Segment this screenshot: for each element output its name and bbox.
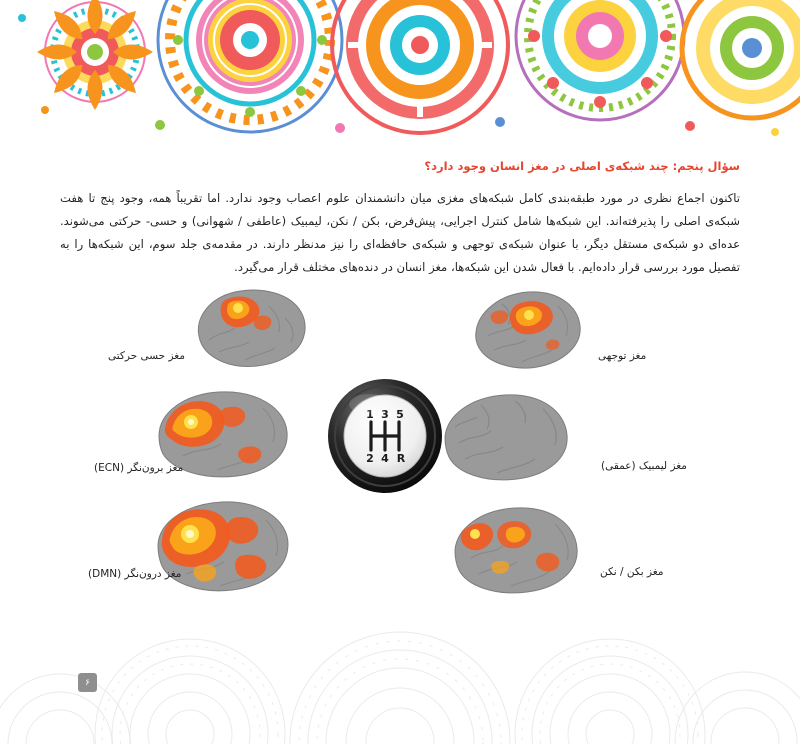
mandala-2 — [158, 0, 342, 132]
mandala-top-svg — [0, 0, 800, 150]
gear-label-4: 4 — [381, 452, 389, 465]
brain-image-go-nogo — [465, 500, 585, 586]
brain-image-ecn — [177, 382, 297, 468]
mandala-bottom-svg — [0, 584, 800, 744]
decorative-mandala-band-bottom — [0, 584, 800, 744]
brain-image-limbic — [455, 387, 575, 473]
gear-label-3: 3 — [381, 408, 389, 421]
article-content — [60, 150, 740, 291]
decorative-mandala-band-top — [0, 0, 800, 150]
label-sensorimotor: مغز حسی حرکتی — [108, 350, 185, 362]
label-dmn: مغز درون‌نگر (DMN) — [88, 568, 182, 580]
gear-shift-knob — [327, 378, 443, 494]
brain-networks-figure — [0, 272, 800, 602]
gear-label-r: R — [396, 452, 406, 465]
gear-label-2: 2 — [366, 452, 374, 465]
brain-image-attention — [470, 282, 590, 368]
label-limbic: مغز لیمبیک (عمقی) — [601, 460, 687, 472]
label-go-nogo: مغز بکن / نکن — [600, 566, 664, 578]
label-attention: مغز توجهی — [598, 350, 647, 362]
mandala-1 — [37, 0, 153, 110]
question-heading: سؤال پنجم: چند شبکه‌ی اصلی در مغز انسان وجود دارد؟ — [424, 159, 740, 173]
brain-image-dmn — [178, 494, 298, 580]
mandala-3 — [332, 0, 508, 133]
gear-label-1: 1 — [366, 408, 374, 421]
brain-image-sensorimotor — [193, 282, 313, 368]
label-ecn: مغز برون‌نگر (ECN) — [94, 462, 184, 474]
page-number-badge: ۶ — [78, 673, 97, 692]
gear-label-5: 5 — [396, 408, 404, 421]
mandala-5 — [682, 0, 800, 118]
body-paragraph: تاکنون اجماع نظری در مورد طبقه‌بندی کامل شبکه‌های مغزی میان دانشمندان علوم اعصاب وجود ندارد. اما تقریباً همه، وجود پنج تا هفت شبکه‌ی اصلی را پذیرفته‌اند. این شبکه‌ها شامل کنترل اجرایی، پیش‌فرض، بکن / نکن، لیمبیک (عاطفی / شهوانی) و حسی- حرکتی می‌شوند. عده‌ای دو شبکه‌ی مستقل دیگر، با عنوان شبکه‌ی توجهی و شبکه‌ی حافظه‌ای را نیز مدنظر دارند. در مقدمه‌ی جلد سوم، این شبکه‌ها را به تفصیل مورد بررسی قرار داده‌ایم. با فعال شدن این شبکه‌ها، مغز انسان در دنده‌های مختلف قرار می‌گیرد. — [60, 190, 740, 275]
mandala-4 — [516, 0, 684, 120]
